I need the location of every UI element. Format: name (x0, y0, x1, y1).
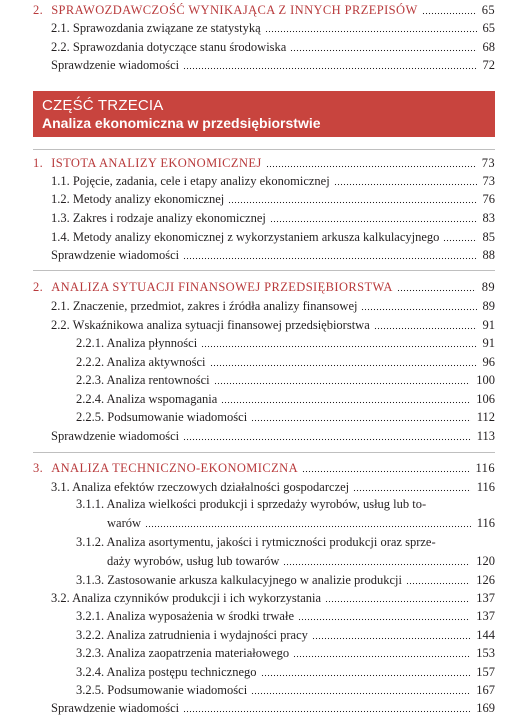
entry-label: 2.2.4. Analiza wspomagania (76, 392, 218, 406)
entry-label: 2.2. Wskaźnikowa analiza sytuacji finansowej przedsiębiorstwa (51, 318, 370, 332)
entry-label: 3.2. Analiza czynników produkcji i ich wykorzystania (51, 591, 322, 605)
chapter-number: 3. (33, 461, 44, 475)
page-number: 91 (482, 318, 495, 332)
toc-entry[interactable] (51, 698, 495, 716)
toc-chapter-2[interactable] (33, 277, 495, 295)
leader-dots (214, 382, 471, 385)
toc-chapter-sprawozdawczosc[interactable] (33, 0, 495, 18)
leader-dots (183, 67, 476, 70)
entry-label: 2.1. Znaczenie, przedmiot, zakres i źródła analizy finansowej (51, 299, 358, 313)
page-number: 116 (476, 516, 495, 530)
toc-entry[interactable] (51, 426, 495, 444)
leader-dots (251, 419, 471, 422)
page-number: 106 (476, 392, 495, 406)
entry-label: 2.2.5. Podsumowanie wiadomości (76, 410, 248, 424)
toc-entry[interactable] (51, 37, 495, 55)
page-number: 126 (476, 573, 495, 587)
page-number: 89 (481, 280, 495, 294)
leader-dots (210, 364, 477, 367)
page-number: 116 (476, 480, 495, 494)
leader-dots (201, 345, 476, 348)
chapter-title: ANALIZA TECHNICZNO-EKONOMICZNA (51, 461, 299, 475)
toc-entry[interactable] (76, 570, 495, 588)
leader-dots (265, 30, 477, 33)
page-number: 85 (482, 230, 495, 244)
toc-entry[interactable] (51, 477, 495, 495)
page-number: 89 (482, 299, 495, 313)
toc-entry[interactable] (51, 208, 495, 226)
toc-entry[interactable] (51, 18, 495, 36)
entry-label: 2.2.3. Analiza rentowności (76, 373, 210, 387)
leader-dots (266, 165, 476, 168)
toc-entry[interactable] (76, 407, 495, 425)
leader-dots (374, 327, 477, 330)
entry-label: 3.1. Analiza efektów rzeczowych działalności gospodarczej (51, 480, 350, 494)
entry-label: Sprawdzenie wiadomości (51, 429, 180, 443)
entry-label: 2.2. Sprawozdania dotyczące stanu środowiska (51, 40, 287, 54)
leader-dots (290, 49, 476, 52)
section-divider (33, 149, 495, 150)
entry-label: 2.2.2. Analiza aktywności (76, 355, 206, 369)
entry-label: 3.2.2. Analiza zatrudnienia i wydajności pracy (76, 628, 308, 642)
toc-chapter-3[interactable] (33, 458, 495, 476)
entry-label: 1.3. Zakres i rodzaje analizy ekonomicznej (51, 211, 266, 225)
leader-dots (361, 308, 476, 311)
chapter-title: SPRAWOZDAWCZOŚĆ WYNIKAJĄCA Z INNYCH PRZEPISÓW (51, 3, 418, 17)
entry-label: 3.2.4. Analiza postępu technicznego (76, 665, 257, 679)
toc-entry[interactable] (51, 189, 495, 207)
page-number: 169 (476, 701, 495, 715)
leader-dots (422, 12, 476, 15)
page-number: 137 (476, 591, 495, 605)
toc-entry[interactable] (76, 662, 495, 680)
part-label: CZĘŚĆ TRZECIA (42, 97, 164, 114)
page-number: 88 (482, 248, 495, 262)
toc-entry[interactable] (51, 588, 495, 606)
page-number: 91 (482, 336, 495, 350)
page-number: 65 (482, 21, 495, 35)
entry-label: Sprawdzenie wiadomości (51, 58, 180, 72)
chapter-number: 2. (33, 280, 44, 294)
leader-dots (183, 257, 476, 260)
page-number: 73 (481, 156, 495, 170)
toc-entry[interactable] (76, 625, 495, 643)
entry-label: 1.4. Metody analizy ekonomicznej z wykorzystaniem arkusza kalkulacyjnego (51, 230, 440, 244)
entry-label: daży wyrobów, usług lub towarów (107, 554, 280, 568)
entry-label: 1.1. Pojęcie, zadania, cele i etapy analizy ekonomicznej (51, 174, 330, 188)
entry-label: 2.1. Sprawozdania związane ze statystyką (51, 21, 261, 35)
page-number: 100 (476, 373, 495, 387)
entry-label: 3.2.1. Analiza wyposażenia w środki trwałe (76, 609, 294, 623)
toc-entry[interactable] (76, 389, 495, 407)
entry-label: 3.1.3. Zastosowanie arkusza kalkulacyjnego w analizie produkcji (76, 573, 402, 587)
chapter-number: 2. (33, 3, 44, 17)
page-number: 112 (476, 410, 495, 424)
leader-dots (228, 201, 476, 204)
leader-dots (298, 618, 470, 621)
leader-dots (183, 438, 471, 441)
toc-entry-line1[interactable]: 3.1.2. Analiza asortymentu, jakości i rytmiczności produkcji oraz sprze- (76, 535, 436, 549)
chapter-title: ANALIZA SYTUACJI FINANSOWEJ PRZEDSIĘBIORSTWA (51, 280, 393, 294)
toc-chapter-1[interactable] (33, 153, 495, 171)
toc-entry-line1[interactable]: 3.1.1. Analiza wielkości produkcji i sprzedaży wyrobów, usług lub to- (76, 497, 427, 511)
page-number: 144 (476, 628, 495, 642)
entry-label: 1.2. Metody analizy ekonomicznej (51, 192, 225, 206)
leader-dots (353, 489, 471, 492)
leader-dots (325, 600, 470, 603)
leader-dots (312, 637, 470, 640)
leader-dots (270, 220, 477, 223)
leader-dots (283, 563, 470, 566)
page-number: 96 (482, 355, 495, 369)
chapter-number: 1. (33, 156, 44, 170)
page-number: 113 (476, 429, 495, 443)
page-number: 72 (482, 58, 495, 72)
leader-dots (302, 470, 469, 473)
part-title: Analiza ekonomiczna w przedsiębiorstwie (42, 115, 321, 131)
page-number: 120 (476, 554, 495, 568)
entry-label: Sprawdzenie wiadomości (51, 248, 180, 262)
toc-entry[interactable] (51, 171, 495, 189)
section-divider (33, 452, 495, 453)
toc-entry[interactable] (51, 315, 495, 333)
leader-dots (293, 655, 470, 658)
toc-entry[interactable] (51, 296, 495, 314)
page-number: 157 (476, 665, 495, 679)
part-header-bar (33, 91, 495, 137)
leader-dots (183, 710, 470, 713)
entry-label: 3.2.3. Analiza zaopatrzenia materiałowego (76, 646, 290, 660)
leader-dots (397, 289, 476, 292)
page-number: 153 (476, 646, 495, 660)
toc-entry[interactable] (76, 643, 495, 661)
toc-entry[interactable] (76, 606, 495, 624)
entry-label: Sprawdzenie wiadomości (51, 701, 180, 715)
page-number: 73 (482, 174, 495, 188)
toc-entry[interactable] (51, 245, 495, 263)
entry-label: 2.2.1. Analiza płynności (76, 336, 198, 350)
page-number: 167 (476, 683, 495, 697)
toc-entry[interactable] (76, 333, 495, 351)
toc-entry[interactable] (51, 227, 495, 245)
page-number: 137 (476, 609, 495, 623)
page-number: 116 (475, 461, 495, 475)
leader-dots (145, 525, 471, 528)
leader-dots (443, 239, 476, 242)
page-number: 68 (482, 40, 495, 54)
chapter-title: ISTOTA ANALIZY EKONOMICZNEJ (51, 156, 262, 170)
toc-entry[interactable] (107, 513, 495, 531)
leader-dots (261, 674, 471, 677)
page-number: 65 (481, 3, 495, 17)
entry-label: warów (107, 516, 142, 530)
toc-entry[interactable] (107, 551, 495, 569)
page-number: 83 (482, 211, 495, 225)
section-divider (33, 270, 495, 271)
toc-entry[interactable] (76, 352, 495, 370)
toc-entry[interactable] (76, 370, 495, 388)
entry-label: 3.2.5. Podsumowanie wiadomości (76, 683, 248, 697)
page-number: 76 (482, 192, 495, 206)
leader-dots (221, 401, 470, 404)
leader-dots (406, 582, 470, 585)
leader-dots (334, 183, 477, 186)
toc-entry[interactable] (76, 680, 495, 698)
leader-dots (251, 692, 470, 695)
toc-entry[interactable] (51, 55, 495, 73)
